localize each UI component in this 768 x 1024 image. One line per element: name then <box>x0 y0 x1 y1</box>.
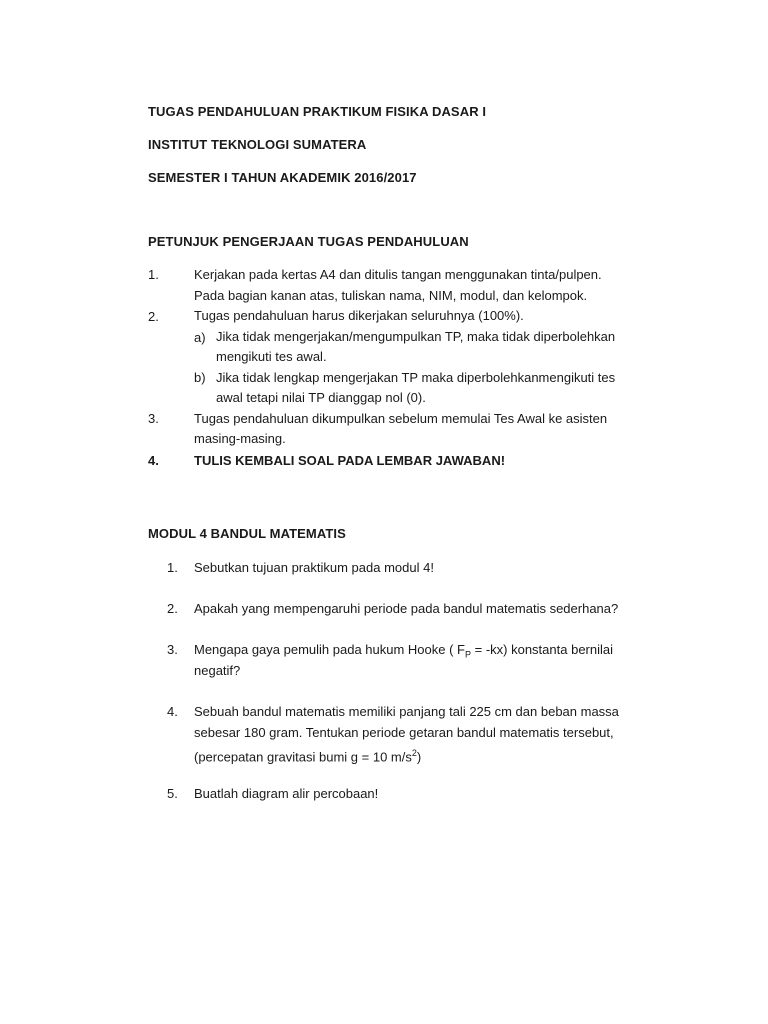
instruction-text: Kerjakan pada kertas A4 dan ditulis tangan menggunakan tinta/pulpen. <box>194 267 602 282</box>
institution-name: INSTITUT TEKNOLOGI SUMATERA <box>148 137 367 152</box>
question-text: Buatlah diagram alir percobaan! <box>194 786 379 801</box>
instruction-text: Tugas pendahuluan harus dikerjakan seluruhnya (100%). <box>194 308 524 323</box>
question-text-part: (percepatan gravitasi bumi g = 10 m/s <box>194 749 412 765</box>
semester-line: SEMESTER I TAHUN AKADEMIK 2016/2017 <box>148 170 417 185</box>
doc-title: TUGAS PENDAHULUAN PRAKTIKUM FISIKA DASAR I <box>148 104 487 119</box>
instruction-number: 1. <box>148 267 159 282</box>
subscript-p: P <box>465 649 472 660</box>
question-text: Sebutkan tujuan praktikum pada modul 4! <box>194 560 434 575</box>
question-text: Apakah yang mempengaruhi periode pada bandul matematis sederhana? <box>194 601 619 616</box>
question-text <box>194 743 421 767</box>
question-number: 3. <box>167 642 178 657</box>
question-number: 2. <box>167 601 178 616</box>
instruction-number: 3. <box>148 411 159 426</box>
sub-item-label: b) <box>194 370 206 385</box>
instruction-text: Tugas pendahuluan dikumpulkan sebelum memulai Tes Awal ke asisten <box>194 411 608 426</box>
instruction-text: Pada bagian kanan atas, tuliskan nama, NIM, modul, dan kelompok. <box>194 288 588 303</box>
instruction-text: masing-masing. <box>194 431 286 446</box>
sub-item-text: awal tetapi nilai TP dianggap nol (0). <box>216 390 426 405</box>
question-text: Sebuah bandul matematis memiliki panjang tali 225 cm dan beban massa <box>194 704 619 719</box>
sub-item-text: Jika tidak mengerjakan/mengumpulkan TP, maka tidak diperbolehkan <box>216 329 616 344</box>
instructions-title: PETUNJUK PENGERJAAN TUGAS PENDAHULUAN <box>148 234 469 249</box>
sub-item-text: mengikuti tes awal. <box>216 349 327 364</box>
question-text: sebesar 180 gram. Tentukan periode getaran bandul matematis tersebut, <box>194 725 614 740</box>
question-text-part: ) <box>416 749 422 765</box>
question-text <box>194 640 613 665</box>
instruction-text: TULIS KEMBALI SOAL PADA LEMBAR JAWABAN! <box>194 453 506 468</box>
instruction-number: 2. <box>148 309 159 324</box>
sub-item-text: Jika tidak lengkap mengerjakan TP maka diperbolehkanmengikuti tes <box>216 370 616 385</box>
question-text-part: Mengapa gaya pemulih pada hukum Hooke ( F <box>194 642 465 657</box>
module-title: MODUL 4 BANDUL MATEMATIS <box>148 526 346 541</box>
sub-item-label: a) <box>194 330 206 345</box>
question-text: negatif? <box>194 663 241 678</box>
superscript-2: 2 <box>411 748 417 758</box>
question-number: 4. <box>167 704 178 719</box>
question-text-part: = -kx) konstanta bernilai <box>471 642 613 657</box>
question-number: 5. <box>167 786 178 801</box>
instruction-number: 4. <box>148 453 159 468</box>
question-number: 1. <box>167 560 178 575</box>
